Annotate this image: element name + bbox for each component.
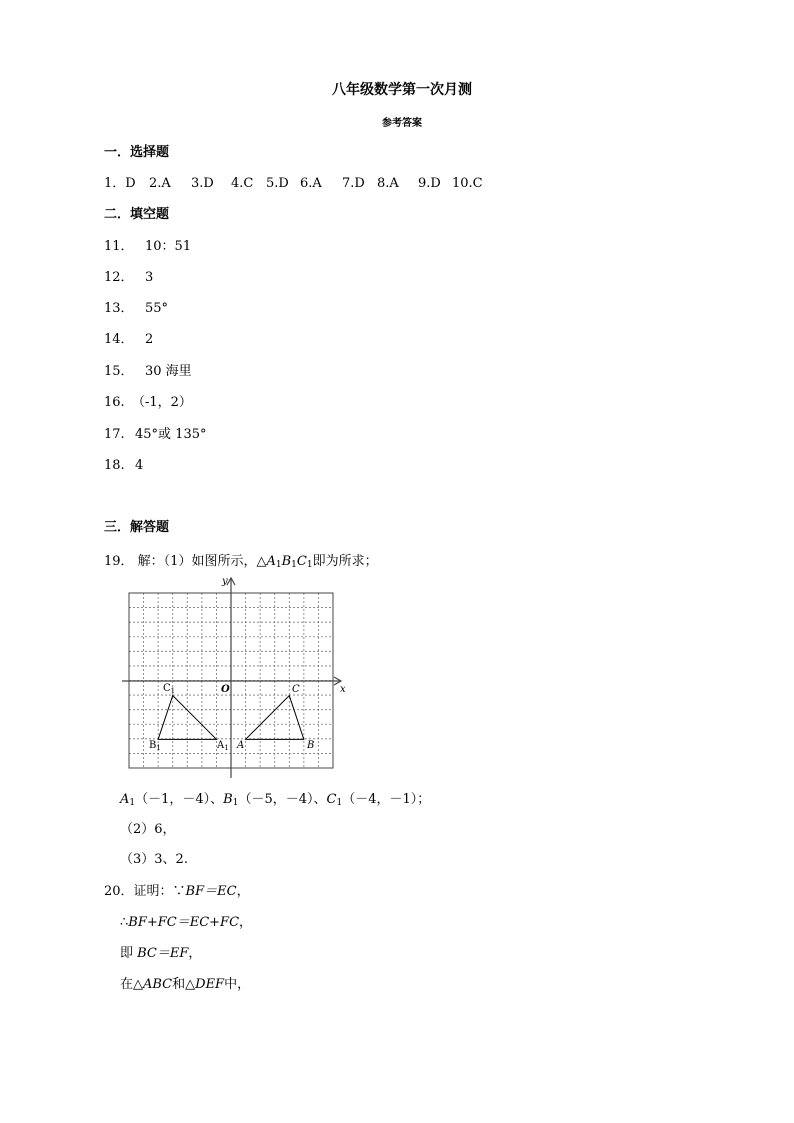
subscript: 1 — [232, 798, 239, 808]
coord-c-value: （－4，－1）； — [342, 792, 431, 807]
fill-answer: 10：51 — [145, 239, 192, 254]
q19-intro-text: 19． 解：（1）如图所示，△ — [104, 554, 267, 569]
choice-answer: 8.A — [377, 176, 399, 191]
tri-vertex-b: B — [281, 554, 292, 569]
y-axis-label: y — [222, 576, 228, 587]
label-a: A — [237, 740, 245, 751]
q19-part2: （2）6， — [120, 822, 176, 837]
label-b: B — [307, 740, 315, 751]
q19-intro — [104, 554, 378, 570]
question-number: 13． — [104, 301, 134, 316]
choice-answer: 7.D — [342, 176, 365, 191]
text: ∴ — [120, 915, 129, 930]
text: 和△ — [172, 977, 196, 992]
text: 20．证明：∵ — [104, 884, 186, 899]
text: ， — [236, 884, 250, 899]
choice-answer: 2.A — [149, 176, 171, 191]
coord-c: C — [326, 792, 337, 807]
fill-answer: 55° — [145, 301, 169, 316]
choice-answer: 9.D — [418, 176, 441, 191]
coordinate-grid-figure — [118, 574, 350, 780]
coord-a: A — [120, 792, 130, 807]
label-a1: $A_1$ — [217, 740, 229, 752]
math-expression: BF＝EC — [185, 884, 237, 899]
math-expression: BC＝EF — [137, 946, 189, 961]
question-number: 12． — [104, 270, 134, 285]
q19-coordinates — [120, 792, 430, 808]
text: ， — [188, 946, 202, 961]
section-heading-multiple-choice: 一．选择题 — [104, 145, 170, 160]
page-title: 八年级数学第一次月测 — [332, 82, 472, 98]
question-number: 14． — [104, 332, 134, 347]
choice-answer: 1．D — [104, 176, 136, 191]
choice-answer: 5.D — [266, 176, 289, 191]
coord-b: B — [223, 792, 233, 807]
subscript: 1 — [336, 798, 343, 808]
text: 即 — [120, 946, 138, 961]
text: 在△ — [120, 977, 143, 992]
math-expression: ABC — [143, 977, 173, 992]
fill-answer: 45°或 135° — [135, 427, 207, 442]
subscript: 1 — [306, 560, 313, 570]
section-heading-solutions: 三．解答题 — [104, 520, 170, 535]
subscript: 1 — [291, 560, 297, 570]
q20-line1 — [104, 884, 250, 900]
question-number: 11． — [104, 239, 134, 254]
fill-answer: 4 — [135, 458, 144, 473]
fill-answer: （-1，2） — [132, 395, 192, 410]
choice-answer: 4.C — [231, 176, 254, 191]
math-expression: DEF — [195, 977, 225, 992]
coord-a-value: （－1，－4）、 — [135, 792, 224, 807]
question-number: 18. — [104, 458, 125, 473]
text: ， — [239, 915, 253, 930]
fill-answer: 2 — [145, 332, 154, 347]
question-number: 17. — [104, 427, 125, 442]
choice-answer: 3.D — [191, 176, 214, 191]
tri-vertex-a: A — [266, 554, 276, 569]
origin-label: O — [221, 684, 230, 695]
label-c: C — [292, 684, 300, 695]
q20-line4 — [120, 977, 250, 993]
page-subtitle: 参考答案 — [382, 118, 422, 129]
label-c1: $C_1$ — [163, 683, 176, 695]
subscript: 1 — [275, 560, 282, 570]
subscript: 1 — [129, 798, 136, 808]
q19-intro-end: 即为所求； — [312, 554, 378, 569]
coord-b-value: （－5，－4）、 — [238, 792, 327, 807]
fill-answer: 30 海里 — [145, 364, 192, 379]
question-number: 15． — [104, 364, 134, 379]
question-number: 16. — [104, 395, 125, 410]
q20-line2 — [120, 915, 252, 931]
choice-answer: 6.A — [300, 176, 322, 191]
q20-line3 — [120, 946, 201, 962]
x-axis-label: x — [340, 684, 346, 695]
fill-answer: 3 — [145, 270, 154, 285]
choice-answer: 10.C — [452, 176, 483, 191]
tri-vertex-c: C — [296, 554, 307, 569]
label-b1: $B_1$ — [149, 740, 161, 752]
math-expression: BF+FC＝EC+FC — [128, 915, 240, 930]
text: 中， — [224, 977, 251, 992]
section-heading-fill-blank: 二．填空题 — [104, 207, 170, 222]
q19-part3: （3）3、2. — [120, 852, 188, 867]
